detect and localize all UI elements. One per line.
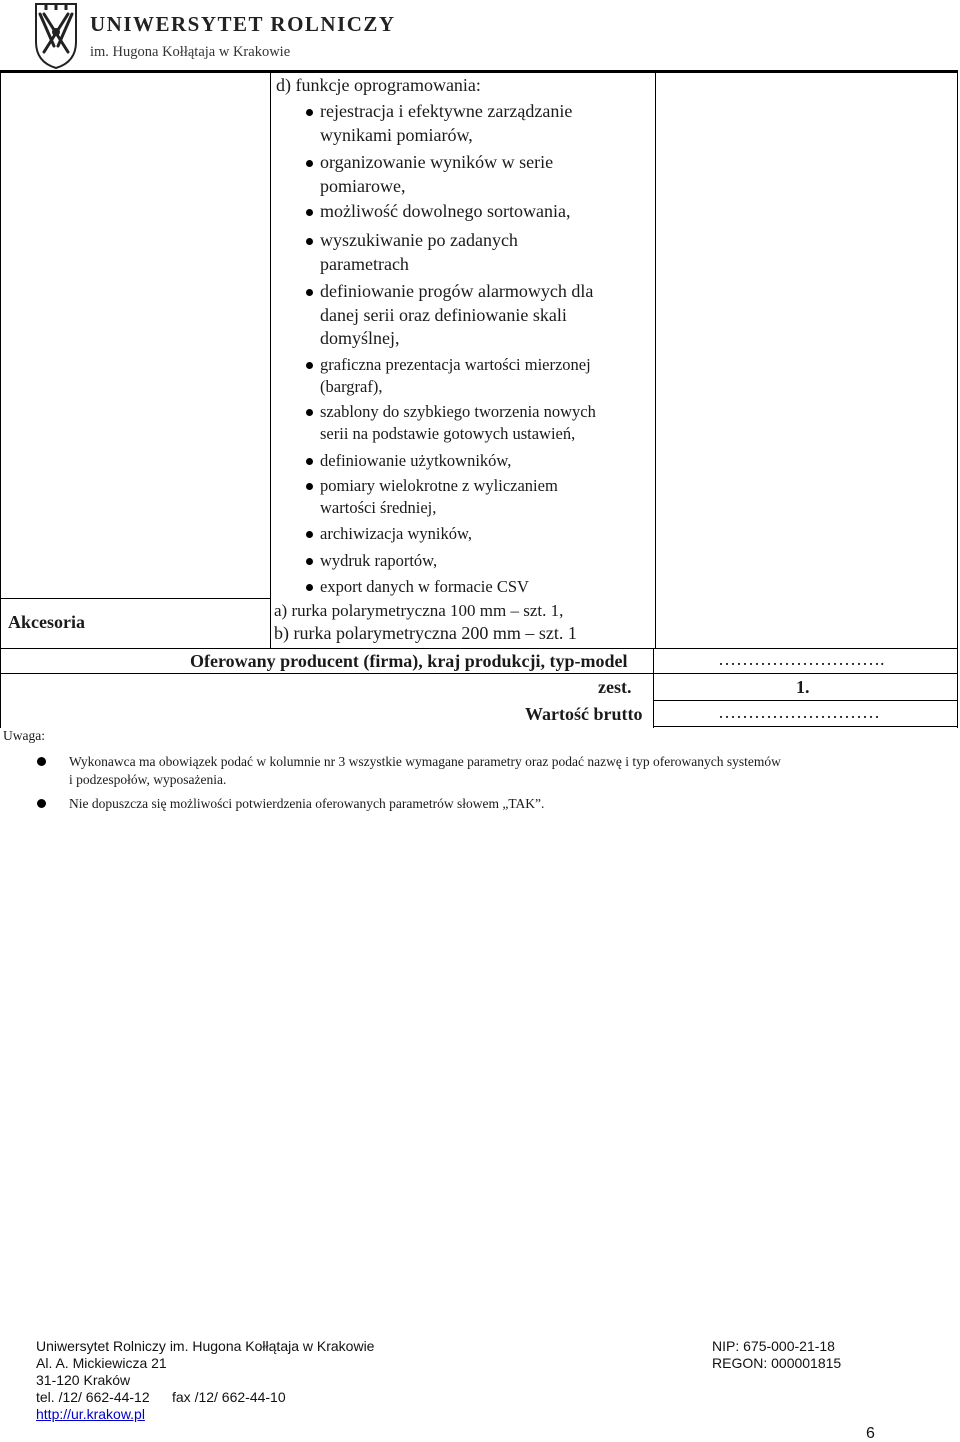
producer-value: ………………………. <box>718 649 885 669</box>
function-item <box>320 475 558 519</box>
function-item <box>320 354 591 398</box>
university-subtitle: im. Hugona Kołłątaja w Krakowie <box>90 44 291 60</box>
function-item-line: definiowanie progów alarmowych dla <box>320 281 594 301</box>
function-item-line: wydruk raportów, <box>320 551 438 570</box>
function-item-line: archiwizacja wyników, <box>320 524 472 543</box>
producer-label: Oferowany producent (firma), kraj produkcji, typ-model <box>190 651 628 671</box>
bullet-icon <box>306 362 313 369</box>
function-item-line: pomiary wielokrotne z wyliczaniem <box>320 476 558 495</box>
set-label: zest. <box>598 677 632 697</box>
set-value: 1. <box>796 677 810 697</box>
footer-phone: tel. /12/ 662-44-12 <box>36 1389 150 1405</box>
bullet-icon <box>306 584 313 591</box>
function-item-line: wynikami pomiarów, <box>320 124 473 145</box>
bullet-icon <box>306 209 313 216</box>
bullet-icon <box>306 160 313 167</box>
university-crest-logo <box>34 2 78 70</box>
bullet-icon <box>306 483 313 490</box>
university-name: UNIWERSYTET ROLNICZY <box>90 12 396 36</box>
accessory-item-b: b) rurka polarymetryczna 200 mm – szt. 1 <box>274 623 577 643</box>
function-item-line: domyślnej, <box>320 328 400 348</box>
function-item-line: danej serii oraz definiowanie skali <box>320 304 567 325</box>
bullet-icon <box>306 238 313 245</box>
function-item-line: definiowanie użytkowników, <box>320 451 512 470</box>
note-1-line-2: i podzespołów, wyposażenia. <box>69 772 227 787</box>
footer-website-link[interactable]: http://ur.krakow.pl <box>36 1406 145 1422</box>
function-item-line: export danych w formacie CSV <box>320 577 529 596</box>
bullet-icon <box>306 109 313 116</box>
function-item-line: graficzna prezentacja wartości mierzonej <box>320 355 591 374</box>
bullet-icon <box>306 289 313 296</box>
accessories-label: Akcesoria <box>8 612 85 632</box>
footer-fax: fax /12/ 662-44-10 <box>172 1389 286 1405</box>
function-item <box>320 100 572 147</box>
gross-value-field: ……………………… <box>718 702 880 722</box>
function-item <box>320 151 553 198</box>
footer-nip: NIP: 675-000-21-18 <box>712 1338 835 1354</box>
function-item <box>320 550 437 572</box>
function-item-line: szablony do szybkiego tworzenia nowych <box>320 402 596 421</box>
note-1-line-1: Wykonawca ma obowiązek podać w kolumnie nr 3 wszystkie wymagane parametry oraz podać nazwę i typ oferowanych systemów <box>69 754 781 769</box>
functions-heading: d) funkcje oprogramowania: <box>276 75 481 95</box>
function-item-line: pomiarowe, <box>320 175 406 196</box>
gross-value-label: Wartość brutto <box>525 704 643 724</box>
bullet-icon <box>306 558 313 565</box>
accessory-item-a: a) rurka polarymetryczna 100 mm – szt. 1, <box>274 601 564 620</box>
function-item <box>320 280 593 351</box>
notes-label: Uwaga: <box>3 728 45 743</box>
function-item <box>320 450 511 472</box>
bullet-icon <box>306 531 313 538</box>
function-item-line: możliwość dowolnego sortowania, <box>320 201 571 221</box>
note-bullet <box>37 799 46 808</box>
footer-address: Al. A. Mickiewicza 21 <box>36 1355 167 1371</box>
function-item-line: (bargraf), <box>320 377 383 396</box>
function-item <box>320 576 529 598</box>
footer-university: Uniwersytet Rolniczy im. Hugona Kołłątaja w Krakowie <box>36 1338 375 1354</box>
function-item-line: rejestracja i efektywne zarządzanie <box>320 101 573 121</box>
note-2: Nie dopuszcza się możliwości potwierdzenia oferowanych parametrów słowem „TAK”. <box>69 796 545 811</box>
function-item-line: serii na podstawie gotowych ustawień, <box>320 424 576 443</box>
function-item <box>320 401 596 445</box>
bullet-icon <box>306 458 313 465</box>
footer-city: 31-120 Kraków <box>36 1372 131 1388</box>
function-item <box>320 229 518 276</box>
function-item-line: organizowanie wyników w serie <box>320 152 554 172</box>
bullet-icon <box>306 409 313 416</box>
footer-regon: REGON: 000001815 <box>712 1355 842 1371</box>
page-number: 6 <box>866 1425 875 1442</box>
function-item-line: parametrach <box>320 253 409 274</box>
function-item <box>320 523 472 545</box>
function-item <box>320 200 570 224</box>
function-item-line: wyszukiwanie po zadanych <box>320 230 518 250</box>
note-bullet <box>37 757 46 766</box>
function-item-line: wartości średniej, <box>320 498 437 517</box>
